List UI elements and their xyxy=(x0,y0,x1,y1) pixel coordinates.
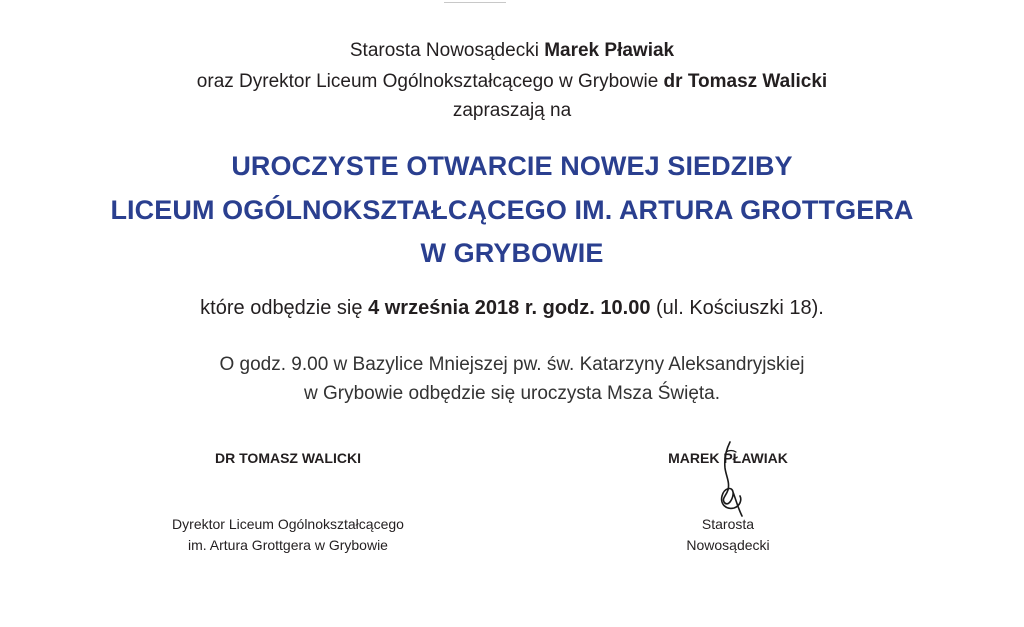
signatory-name-director: DR TOMASZ WALICKI xyxy=(215,450,361,466)
headline-line-1: UROCZYSTE OTWARCIE NOWEJ SIEDZIBY xyxy=(231,151,793,181)
signatory-role-director-2: im. Artura Grottgera w Grybowie xyxy=(188,537,388,553)
intro-title-director: oraz Dyrektor Liceum Ogólnokształcącego w Grybowie xyxy=(196,71,664,92)
intro-line-2 xyxy=(0,71,1024,93)
event-prefix: które odbędzie się xyxy=(200,297,369,319)
top-divider xyxy=(444,2,506,3)
event-date-line xyxy=(0,297,1024,320)
event-address: (ul. Kościuszki 18). xyxy=(650,297,824,319)
intro-line-3: zapraszają na xyxy=(452,100,572,121)
intro-title-prefix: Starosta Nowosądecki xyxy=(349,40,545,61)
intro-line-1 xyxy=(0,40,1024,62)
intro-name-director: dr Tomasz Walicki xyxy=(663,71,828,92)
event-datetime: 4 września 2018 r. godz. 10.00 xyxy=(368,297,651,319)
signatory-name-starosta: MAREK PŁAWIAK xyxy=(668,450,788,466)
headline-line-2: LICEUM OGÓLNOKSZTAŁCĄCEGO IM. ARTURA GROTTGERA xyxy=(110,195,914,225)
mass-line-1: O godz. 9.00 w Bazylice Mniejszej pw. św. Katarzyny Aleksandryjskiej xyxy=(219,354,805,375)
signature-block-director xyxy=(88,450,488,556)
signature-block-starosta xyxy=(628,450,828,556)
signatory-role-starosta-1: Starosta xyxy=(701,516,755,532)
mass-line-2: w Grybowie odbędzie się uroczysta Msza Święta. xyxy=(303,383,721,404)
signatory-role-starosta-2: Nowosądecki xyxy=(686,537,770,553)
signatory-role-director-1: Dyrektor Liceum Ogólnokształcącego xyxy=(172,516,404,532)
headline-line-3: W GRYBOWIE xyxy=(420,238,604,268)
intro-name-starosta: Marek Pławiak xyxy=(544,40,675,61)
